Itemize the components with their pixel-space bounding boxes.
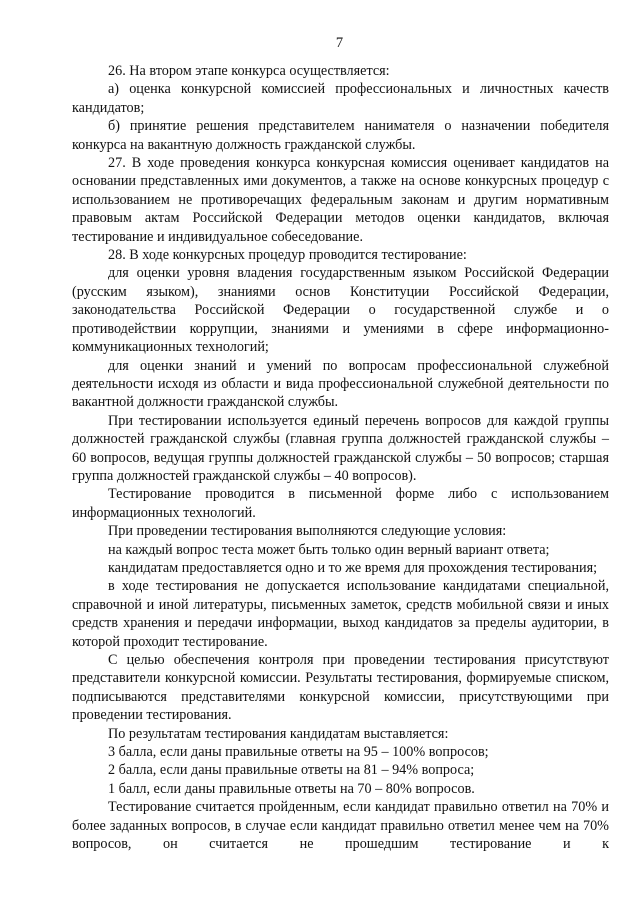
- paragraph-condition-no-literature: в ходе тестирования не допускается использование кандидатами специальной, справочной и иной литературы, письменных заметок, средств мобильной связи и иных средств хранения и передачи информации, выход кандидатов за пределы аудитории, в которой проходит тестирование.: [72, 578, 609, 650]
- paragraph-26-b: б) принятие решения представителем нанимателя о назначении победителя конкурса на вакантную должность гражданской службы.: [72, 118, 609, 153]
- paragraph-conditions: При проведении тестирования выполняются следующие условия:: [108, 523, 507, 540]
- paragraph-question-list: При тестировании используется единый перечень вопросов для каждой группы должностей гражданской службы (главная группа должностей гражданской службы – 60 вопросов, ведущая группы должностей гражданской службы – 50 вопросов; старшая группа должностей гражданской службы – 40 вопросов).: [72, 412, 609, 484]
- paragraph-passed: Тестирование считается пройденным, если кандидат правильно ответил на 70% и более заданных вопросов, в случае если кандидат правильно ответил менее чем на 70% вопросов, он считается не прошедшим тестирование и к: [72, 799, 609, 853]
- paragraph-28-language: для оценки уровня владения государственным языком Российской Федерации (русским языком), знаниями основ Конституции Российской Федерации, законодательства Российской Федерации о государственной службе и о противодействии коррупции, знаниями и умениями в сфере информационно-коммуникационных технологий;: [72, 265, 609, 356]
- paragraph-27: 27. В ходе проведения конкурса конкурсная комиссия оценивает кандидатов на основании представленных ими документов, а также на основе конкурсных процедур с использованием не противоречащих федеральным законам и другим нормативным правовым актам Российской Федерации методов оценки кандидатов, включая тестирование и индивидуальное собеседование.: [72, 155, 609, 245]
- paragraph-scoring-intro: По результатам тестирования кандидатам выставляется:: [108, 725, 449, 742]
- paragraph-26: 26. На втором этапе конкурса осуществляется:: [108, 63, 390, 79]
- paragraph-test-form: Тестирование проводится в письменной форме либо с использованием информационных технологий.: [72, 486, 609, 521]
- page-number: 7: [335, 35, 344, 51]
- paragraph-score-2: 2 балла, если даны правильные ответы на 81 – 94% вопроса;: [108, 762, 475, 779]
- paragraph-condition-same-time: кандидатам предоставляется одно и то же время для прохождения тестирования;: [108, 559, 598, 576]
- paragraph-condition-one-answer: на каждый вопрос теста может быть только один верный вариант ответа;: [108, 541, 550, 558]
- paragraph-score-1: 1 балл, если даны правильные ответы на 70 – 80% вопросов.: [108, 780, 475, 797]
- document-page: [72, 34, 609, 853]
- paragraph-28-professional: для оценки знаний и умений по вопросам профессиональной служебной деятельности исходя из области и вида профессиональной служебной деятельности по вакантной должности гражданской службы.: [72, 357, 609, 411]
- paragraph-control: С целью обеспечения контроля при проведении тестирования присутствуют представители конкурсной комиссии. Результаты тестирования, формируемые списком, подписываются представителями конкурсной комиссии, присутствующими при проведении тестирования.: [72, 652, 609, 724]
- paragraph-26-a: а) оценка конкурсной комиссией профессиональных и личностных качеств кандидатов;: [72, 81, 609, 116]
- paragraph-score-3: 3 балла, если даны правильные ответы на 95 – 100% вопросов;: [108, 744, 489, 761]
- paragraph-28: 28. В ходе конкурсных процедур проводится тестирование:: [108, 247, 467, 264]
